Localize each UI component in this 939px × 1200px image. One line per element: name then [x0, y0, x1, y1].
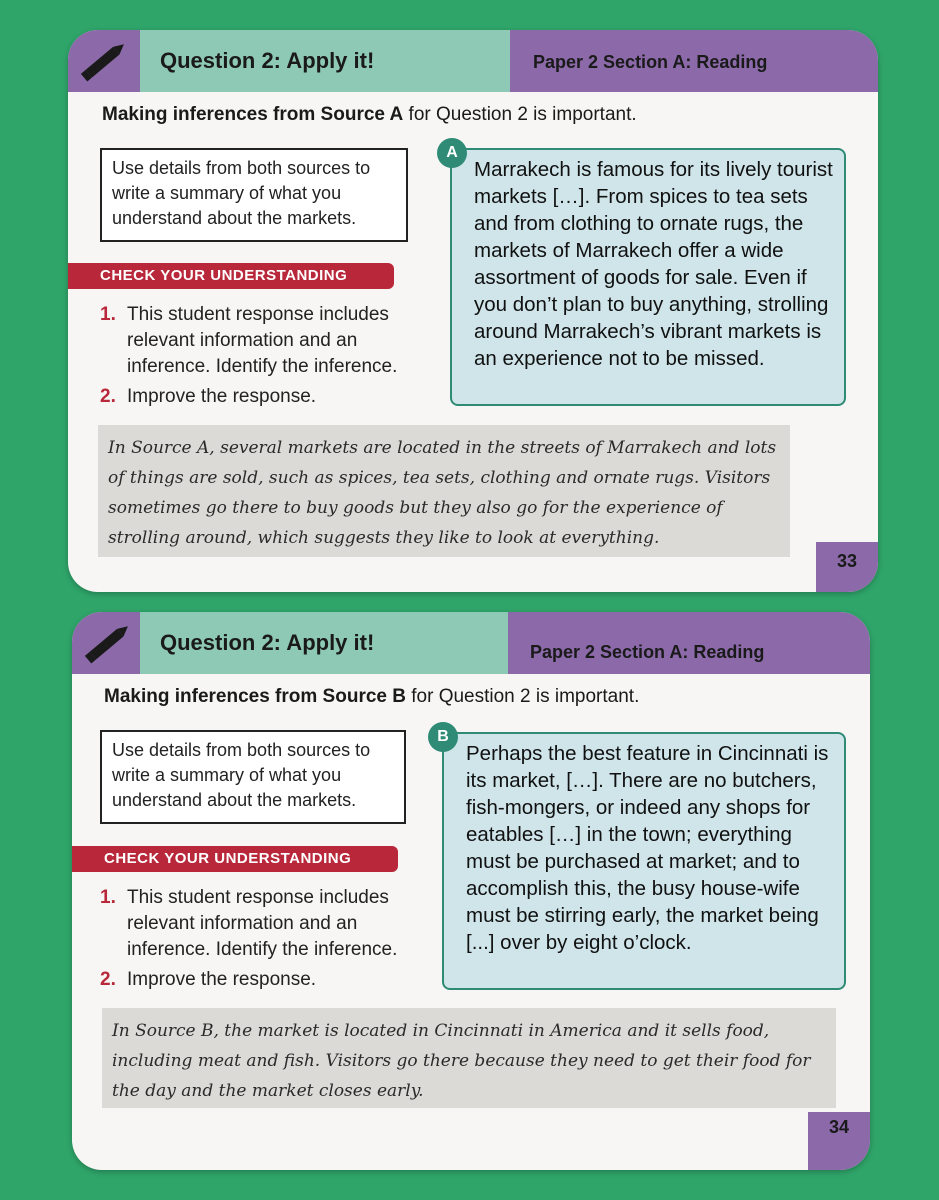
question-item: 1. This student response includes relevant information and an inference. Identify the inference. [100, 304, 398, 377]
card-title: Question 2: Apply it! [160, 630, 375, 655]
revision-card-33 [68, 30, 878, 592]
question-list [100, 885, 440, 997]
pencil-icon [78, 38, 130, 84]
card-title: Question 2: Apply it! [160, 48, 375, 73]
pencil-icon [82, 620, 134, 666]
question-list [100, 302, 440, 414]
page-number: 34 [808, 1112, 870, 1170]
question-item: 2. Improve the response. [100, 386, 317, 407]
intro-line [104, 686, 639, 708]
source-extract-box: Perhaps the best feature in Cincinnati is its market, […]. There are no butchers, fish-mongers, or indeed any shops for eatables […] in the town; everything must be purchased at market; and to accomplish this, the busy house-wife must be stirring early, the market being [...] over by eight o’clock. [442, 732, 846, 990]
student-response: In Source B, the market is located in Cincinnati in America and it sells food, including meat and fish. Visitors go there because they need to get their food for the day and the market closes early. [102, 1008, 836, 1108]
source-badge: B [428, 722, 458, 752]
task-box: Use details from both sources to write a summary of what you understand about the markets. [100, 730, 406, 824]
task-box: Use details from both sources to write a summary of what you understand about the markets. [100, 148, 408, 242]
paper-label: Paper 2 Section A: Reading [530, 642, 765, 662]
intro-rest: for Question 2 is important. [403, 104, 637, 125]
pencil-panel [68, 30, 140, 92]
pencil-panel [72, 612, 144, 674]
card-header [68, 30, 878, 92]
source-extract-box: Marrakech is famous for its lively tourist markets […]. From spices to tea sets and from clothing to ornate rugs, the markets of Marrakech offer a wide assortment of goods for sale. Even if you don’t plan to buy anything, strolling around Marrakech’s vibrant markets is an experience not to be missed. [450, 148, 846, 406]
question-item: 1. This student response includes relevant information and an inference. Identify the inference. [100, 887, 398, 960]
intro-rest: for Question 2 is important. [405, 686, 640, 707]
question-item: 2. Improve the response. [100, 969, 317, 990]
intro-bold: Making inferences from Source B [104, 686, 406, 707]
student-response: In Source A, several markets are located in the streets of Marrakech and lots of things are sold, such as spices, tea sets, clothing and ornate rugs. Visitors sometimes go there to buy goods but they also go for the experience of strolling around, which suggests they like to look at everything. [98, 425, 790, 557]
page-number: 33 [816, 542, 878, 592]
source-badge: A [437, 138, 467, 168]
paper-label: Paper 2 Section A: Reading [533, 52, 768, 72]
check-understanding-banner: CHECK YOUR UNDERSTANDING [68, 263, 394, 289]
intro-line [102, 104, 637, 126]
revision-card-34 [72, 612, 870, 1170]
check-understanding-banner: CHECK YOUR UNDERSTANDING [72, 846, 398, 872]
card-header [72, 612, 870, 674]
intro-bold: Making inferences from Source A [102, 104, 404, 125]
